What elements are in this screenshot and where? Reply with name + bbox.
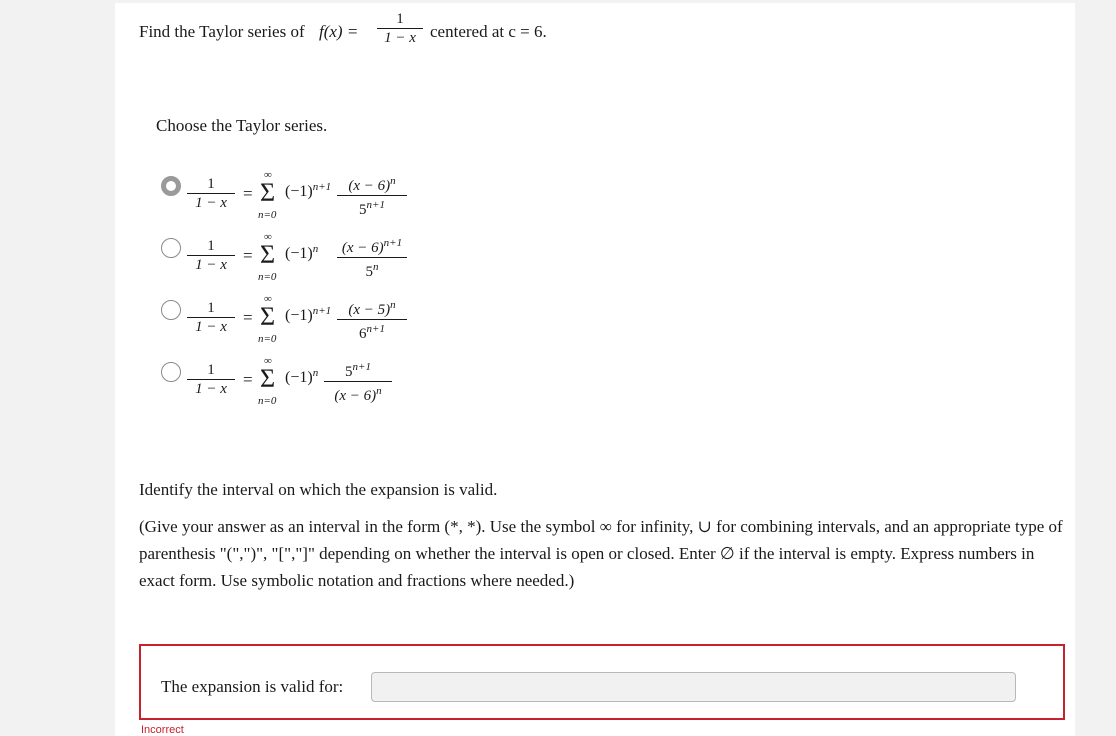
sum-sigma: Σ	[260, 364, 276, 393]
function-lhs: f(x) =	[319, 22, 359, 41]
sum-lower-limit: n=0	[258, 209, 277, 221]
sum-upper-limit: ∞	[264, 293, 272, 305]
sum-upper-limit: ∞	[264, 169, 272, 181]
option-sign-factor: $(-1)^n$	[285, 367, 319, 386]
option-equals: =	[243, 308, 253, 327]
option-sign-factor: $(-1)^{n+1}$	[285, 181, 332, 200]
option-rhs-fraction: $(x - 5)^n$ $6^{n+1}$	[337, 296, 407, 343]
sum-lower-limit: n=0	[258, 271, 277, 283]
interval-prompt: Identify the interval on which the expansion is valid.	[139, 480, 498, 499]
option-sign-factor: $(-1)^n$	[285, 243, 319, 262]
option-rhs-fraction: $(x - 6)^n$ $5^{n+1}$	[337, 172, 407, 219]
option-lhs-fraction: 1 1 − x	[187, 299, 235, 336]
option-sign-factor: $(-1)^{n+1}$	[285, 305, 332, 324]
question-panel	[115, 3, 1075, 736]
option-equals: =	[243, 370, 253, 389]
option-rhs-fraction: $(x - 6)^{n+1}$ 5$^n$	[337, 234, 407, 281]
option-radio[interactable]	[161, 300, 181, 320]
option-lhs-fraction: 1 1 − x	[187, 175, 235, 212]
option-equals: =	[243, 184, 253, 203]
question-fraction: 1 1 − x	[377, 10, 423, 47]
series-prompt: Choose the Taylor series.	[156, 116, 328, 135]
instructions-text: (Give your answer as an interval in the form (*, *). Use the symbol ∞ for infinity, ∪ for combining intervals, and an appropriate type of parenthesis "(",")", "[","]" depending on whether the interval is open or closed. Enter ∅ if the interval is empty. Express numbers in exact form. Use symbolic notation and fractions where needed.)	[139, 517, 1063, 590]
answer-label: The expansion is valid for:	[161, 677, 344, 696]
option-equals: =	[243, 246, 253, 265]
option-radio[interactable]	[161, 362, 181, 382]
sum-sigma: Σ	[260, 240, 276, 269]
sum-lower-limit: n=0	[258, 333, 277, 345]
sum-sigma: Σ	[260, 178, 276, 207]
option-rhs-fraction: $5^{n+1}$ $(x - 6)^n$	[324, 358, 392, 405]
question-prefix: Find the Taylor series of	[139, 22, 305, 41]
sum-upper-limit: ∞	[264, 231, 272, 243]
option-radio[interactable]	[161, 238, 181, 258]
interval-answer-input[interactable]	[371, 672, 1016, 702]
question-suffix: centered at c = 6.	[430, 22, 547, 41]
sum-lower-limit: n=0	[258, 395, 277, 407]
status-incorrect: Incorrect	[141, 724, 184, 736]
sum-sigma: Σ	[260, 302, 276, 331]
option-lhs-fraction: 1 1 − x	[187, 361, 235, 398]
option-radio[interactable]	[161, 176, 181, 196]
option-lhs-fraction: 1 1 − x	[187, 237, 235, 274]
sum-upper-limit: ∞	[264, 355, 272, 367]
